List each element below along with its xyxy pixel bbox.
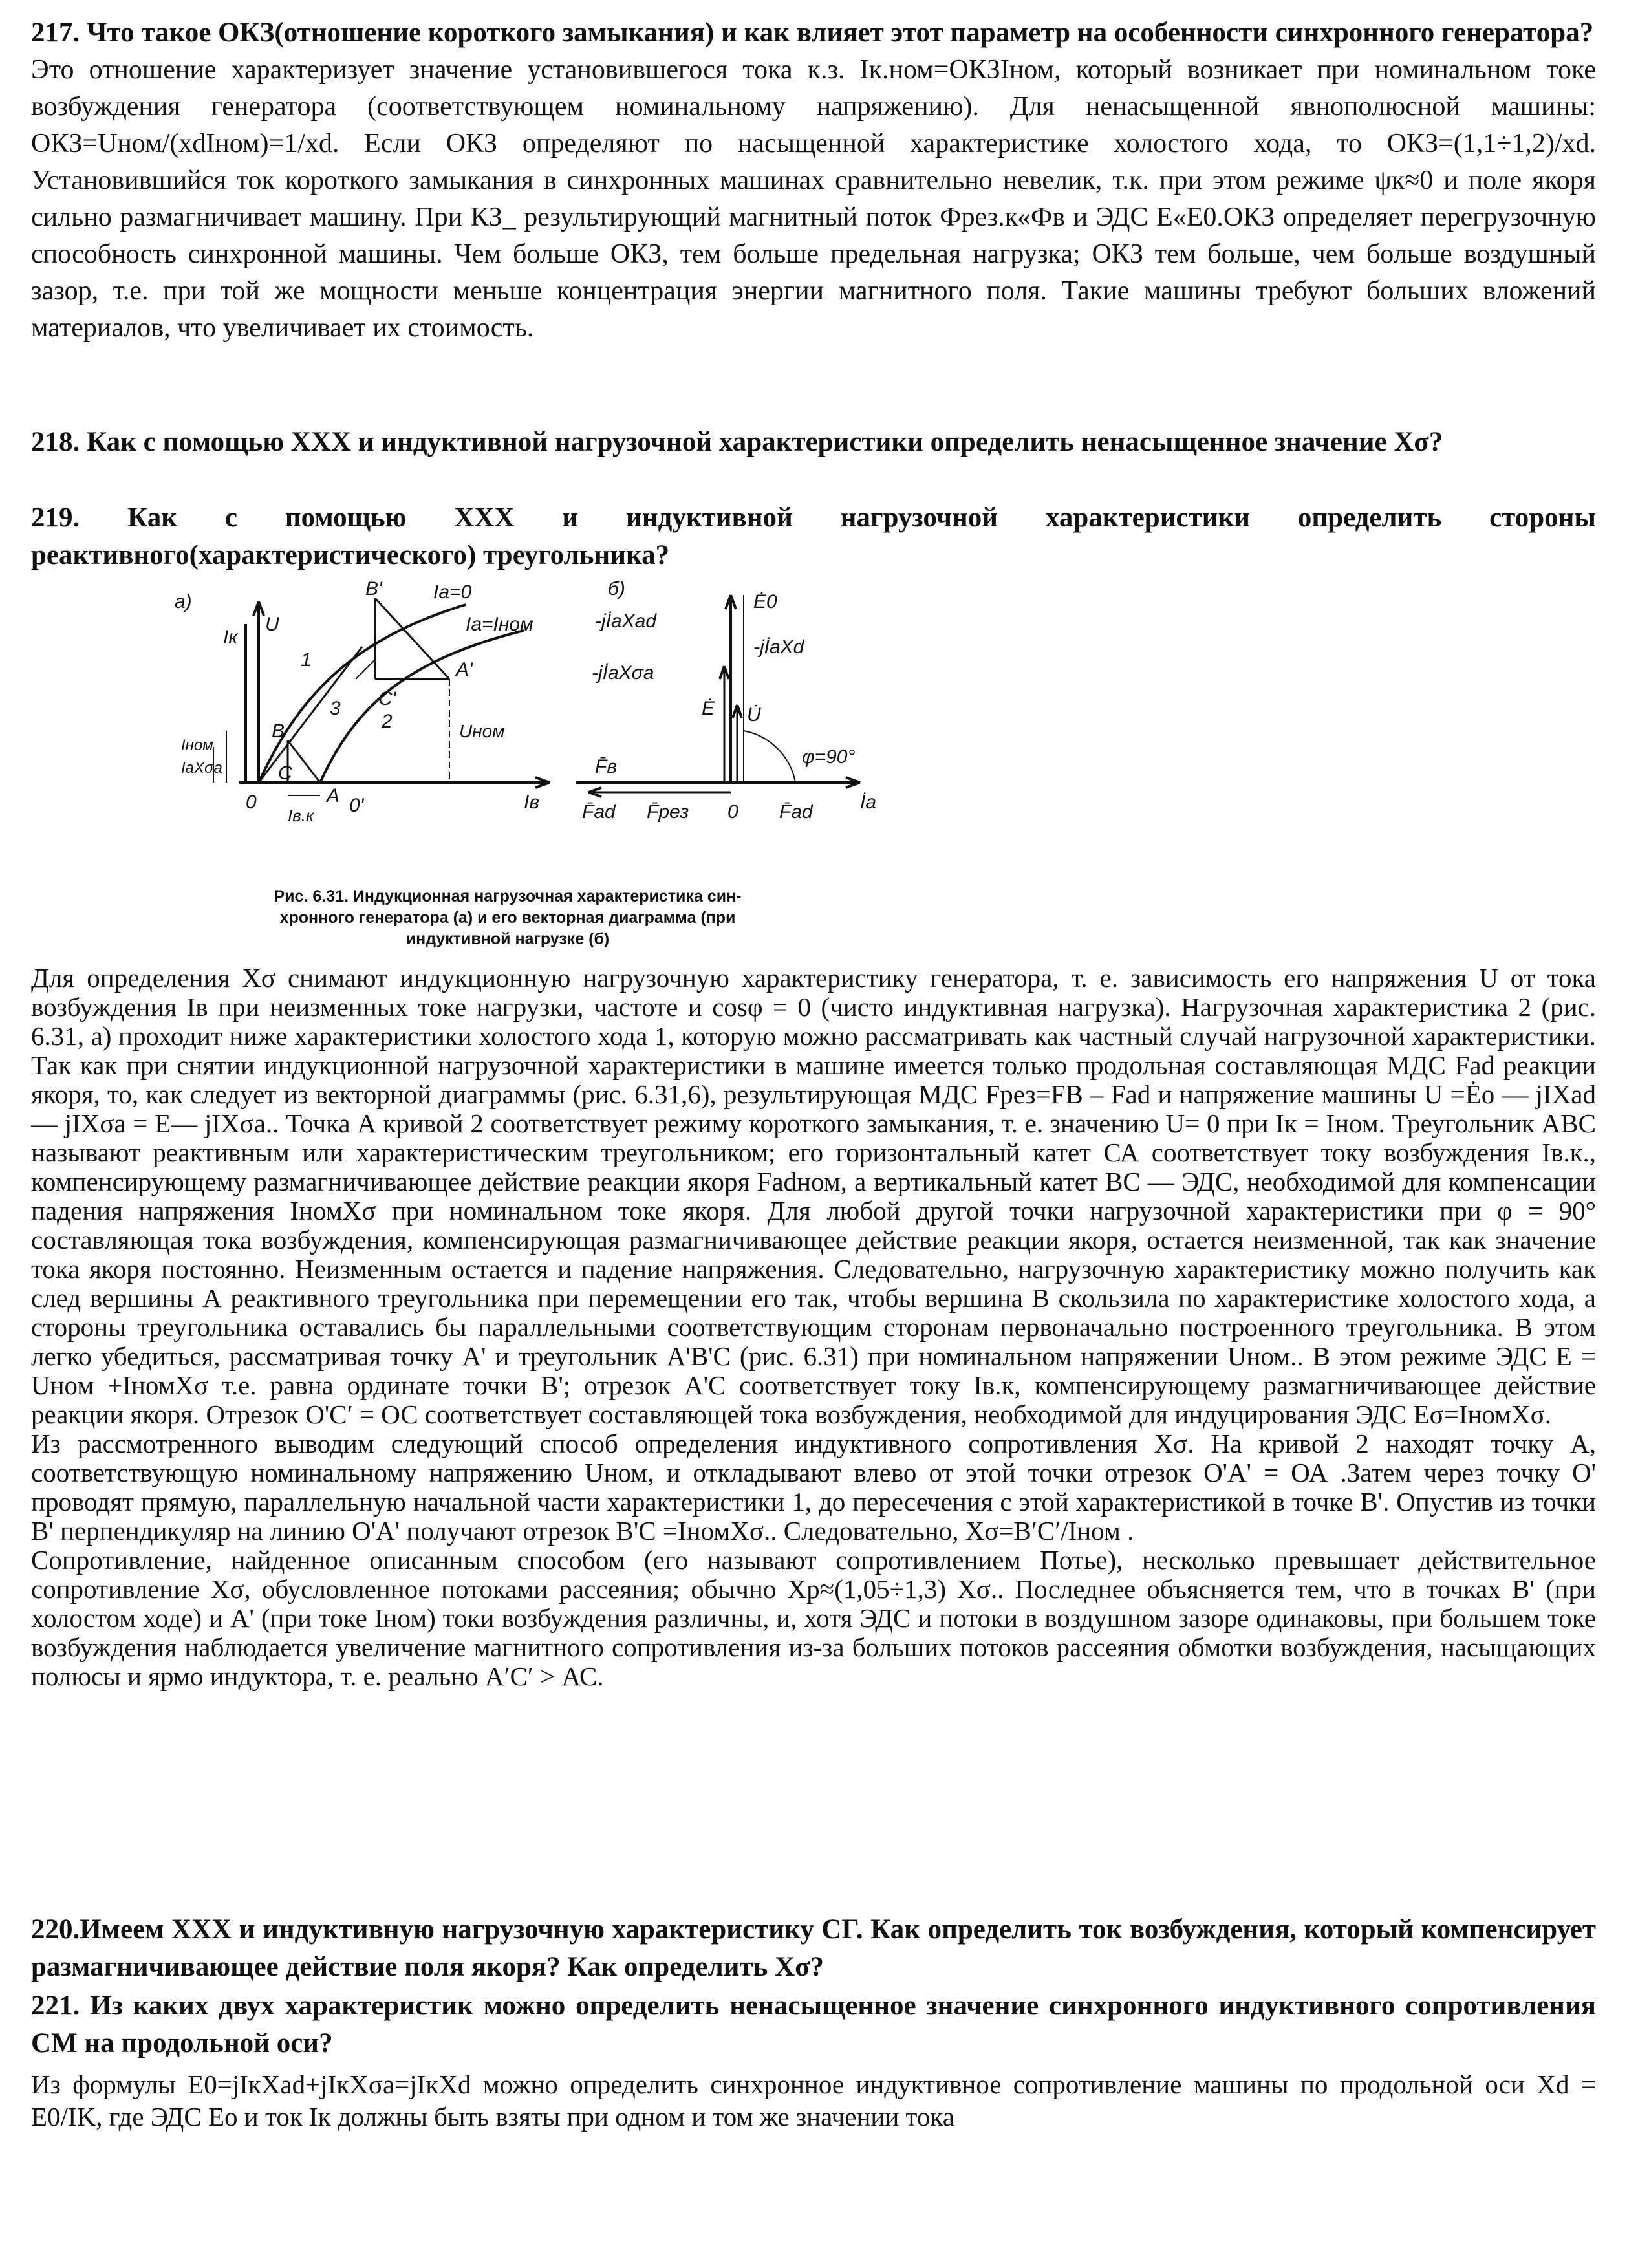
point-b-label: B bbox=[272, 720, 285, 742]
b-origin-label: 0 bbox=[727, 801, 738, 823]
u-vector-label: U̇ bbox=[747, 704, 761, 726]
question-218 bbox=[31, 424, 1596, 461]
question-218-title: 218. Как с помощью ХХХ и индуктивной нагрузочной характеристики определить ненасыщенное значение Xσ? bbox=[31, 427, 1443, 457]
jxad-label: -jİaXad bbox=[595, 610, 657, 632]
fad2-label: F̄ad bbox=[779, 801, 813, 823]
fb-label: F̄в bbox=[595, 756, 617, 777]
jxsa-label: -jİaXσa bbox=[592, 662, 654, 684]
point-o-prime-label: 0' bbox=[349, 795, 364, 816]
e0-label: Ė0 bbox=[753, 591, 777, 612]
point-c-label: C bbox=[278, 762, 292, 784]
question-219-title: 219. Как с помощью ХХХ и индуктивной нагрузочной характеристики определить стороны реактивного(характеристического) треугольника? bbox=[31, 502, 1596, 570]
line-3-label: 3 bbox=[330, 698, 341, 719]
inom-label: Iном bbox=[181, 737, 213, 754]
answer-paragraph-2: Из рассмотренного выводим следующий способ определения индуктивного сопротивления Xσ. На кривой 2 находят точку А, соответствующую номинальному напряжению Uном, и откладывают влево от этой точки отрезок О'А' = ОА .Затем через точку О' проводят прямую, параллельную начальной части характеристики 1, до пересечения с этой характеристикой в точке В'. Опустив из точки В' перпендикуляр на линию О'А' получают отрезок В'С =IномXσ.. Следовательно, Xσ=В′С′/Iном . bbox=[31, 1429, 1596, 1546]
ianom-label: Ia=Iном bbox=[466, 614, 534, 635]
question-217-title: 217. Что такое ОКЗ(отношение короткого замыкания) и как влияет этот параметр на особенности синхронного генератора? bbox=[31, 17, 1594, 48]
jxd-label: -jİaXd bbox=[753, 636, 804, 658]
curve-2-label: 2 bbox=[382, 711, 393, 732]
ib-label: Iв bbox=[524, 792, 539, 813]
iaxa-label: IaXσa bbox=[181, 759, 222, 777]
point-b-prime-label: B' bbox=[365, 578, 382, 599]
question-217-answer: Это отношение характеризует значение установившегося тока к.з. Iк.ном=ОКЗIном, который возникает при номинальном токе возбуждения генератора (соответствующем номинальному напряжению). Для ненасыщенной явнополюсной машины: ОКЗ=Uном/(xdIном)=1/xd. Если ОКЗ определяют по насыщенной характеристике холостого хода, то ОКЗ=(1,1÷1,2)/xd. Установившийся ток короткого замыкания в синхронных машинах сравнительно невелик, т.к. при этом режиме ψк≈0 и поле якоря сильно размагничивает машину. При КЗ_ результирующий магнитный поток Фрез.к«Фв и ЭДС Е«Е0.ОКЗ определяет перегрузочную способность синхронной машины. Чем больше ОКЗ, тем больше предельная нагрузка; ОКЗ тем больше, чем больше воздушный зазор, т.е. при той же мощности меньше концентрация энергии магнитного поля. Такие машины требуют больших вложений материалов, что увеличивает их стоимость. bbox=[31, 55, 1596, 343]
caption-line-3: индуктивной нагрузке (б) bbox=[405, 930, 610, 948]
question-220-title: 220.Имеем ХХХ и индуктивную нагрузочную характеристику СГ. Как определить ток возбуждения, который компенсирует размагничивающее действие поля якоря? Как определить Xσ? bbox=[31, 1914, 1596, 1982]
figure-caption bbox=[168, 886, 847, 950]
ia0-label: Ia=0 bbox=[433, 581, 472, 603]
ia-label: İa bbox=[860, 792, 877, 813]
fad-label: F̄ad bbox=[582, 801, 616, 823]
e-vector-label: Ė bbox=[702, 698, 715, 719]
load-curve bbox=[320, 631, 524, 783]
caption-line-1: Рис. 6.31. Индукционная нагрузочная характеристика син- bbox=[274, 887, 742, 905]
answer-paragraph-1: Для определения Xσ снимают индукционную нагрузочную характеристику генератора, т. е. зависимость его напряжения U от тока возбуждения Iв при неизменных токе нагрузки, частоте и cosφ = 0 (чисто индуктивная нагрузка). Нагрузочная характеристика 2 (рис. 6.31, а) проходит ниже характеристики холостого хода 1, которую можно рассматривать как частный случай нагрузочной характеристики. Так как при снятии индукционной нагрузочной характеристики в машине имеется только продольная составляющая МДС Fad реакции якоря, то, как следует из векторной диаграммы (рис. 6.31,6), результирующая МДС Fрез=FB – Fad и напряжение машины U =Ėo — jIXad — jIXσa = E— jIXσa.. Точка А кривой 2 соответствует режиму короткого замыкания, т. е. значению U= 0 при Iк = Iном. Треугольник ABC называют реактивным или характеристическим треугольником; его горизонтальный катет СА соответствует току возбуждения Iв.к., компенсирующему размагничивающее действие реакции якоря Fadном, а вертикальный катет ВС — ЭДС, необходимой для компенсации падения напряжения IномXσ при номинальном токе якоря. Для любой другой точки нагрузочной характеристики при φ = 90° составляющая тока возбуждения, компенсирующая размагничивающее действие реакции якоря, остается неизменной, так как значение тока якоря постоянно. Неизменным остается и падение напряжения. Следовательно, нагрузочную характеристику можно получить как след вершины А реактивного треугольника при перемещении его так, чтобы вершина В скользила по характеристике холостого хода, а стороны треугольника оставались бы параллельными соответствующим сторонам первоначально построенного треугольника. В этом легко убедиться, рассматривая точку А' и треугольник А'В'С (рис. 6.31) при номинальном напряжении Uном.. В этом режиме ЭДС E = Uном +IномXσ т.е. равна ординате точки В'; отрезок А'С соответствует току Iв.к, компенсирующему размагничивающее действие реакции якоря. Отрезок О'С′ = ОС соответствует составляющей тока возбуждения, необходимой для индуцирования ЭДС Еσ=IномXσ. bbox=[31, 963, 1596, 1429]
u-label: U bbox=[265, 614, 279, 635]
point-c-prime-label: C' bbox=[378, 688, 396, 709]
point-a-label: A bbox=[327, 785, 340, 806]
no-load-curve bbox=[259, 605, 466, 783]
origin-label: 0 bbox=[246, 792, 257, 813]
question-221-answer-text: Из формулы E0=jIкXad+jIкXσa=jIкXd можно определить синхронное индуктивное сопротивление машины по продольной оси Xd = E0/IK, где ЭДС Eо и ток Iк должны быть взяты при одном и том же значении тока bbox=[31, 2069, 1596, 2132]
fres-label: F̄рез bbox=[647, 801, 689, 823]
caption-line-2: хронного генератора (а) и его векторная диаграмма (при bbox=[279, 909, 736, 927]
answer-paragraph-3: Сопротивление, найденное описанным способом (его называют сопротивлением Потье), несколько превышает действительное сопротивление Xσ, обусловленное потоками рассеяния; обычно Xр≈(1,05÷1,3) Xσ.. Последнее объясняется тем, что в точках В' (при холостом ходе) и А' (при токе Iном) токи возбуждения различны, и, хотя ЭДС и потоки в воздушном зазоре одинаковы, при большем токе возбуждения наблюдается увеличение магнитного сопротивления из-за больших потоков рассеяния обмотки возбуждения, насыщающих полюсы и ярмо индуктора, т. е. реально А′С′ > АС. bbox=[31, 1545, 1596, 1691]
panel-a-label: а) bbox=[175, 591, 192, 612]
unom-label: Uном bbox=[459, 721, 505, 741]
question-221-answer bbox=[31, 2068, 1596, 2133]
question-220 bbox=[31, 1911, 1596, 1986]
curve-1-label: 1 bbox=[301, 649, 312, 671]
panel-b-label: б) bbox=[608, 578, 625, 599]
question-217 bbox=[31, 14, 1596, 347]
question-221 bbox=[31, 1987, 1596, 2062]
question-219 bbox=[31, 499, 1596, 574]
question-219-answer bbox=[31, 964, 1596, 1691]
ik-label: Iк bbox=[223, 627, 238, 648]
question-221-title: 221. Из каких двух характеристик можно определить ненасыщенное значение синхронного индуктивного сопротивления СМ на продольной оси? bbox=[31, 1991, 1596, 2058]
ibk-label: Iв.к bbox=[288, 806, 314, 825]
point-a-prime-label: A' bbox=[456, 659, 473, 680]
phi-label: φ=90° bbox=[802, 746, 856, 768]
